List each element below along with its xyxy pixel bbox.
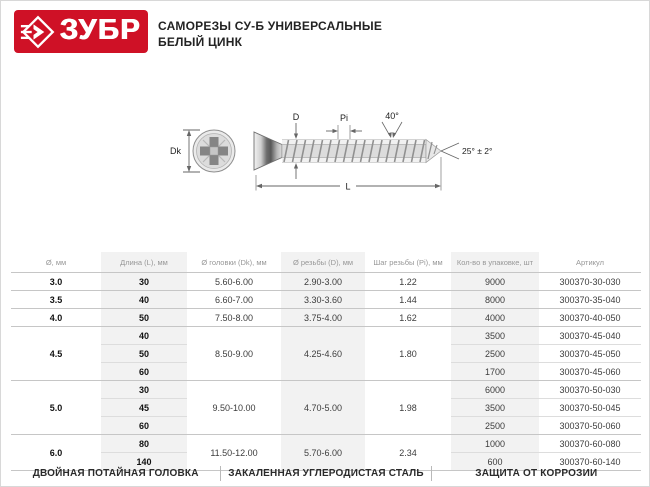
tip-angle-label: 25° ± 2° [462,146,493,156]
cell-thread-diameter: 4.25-4.60 [281,327,365,381]
cell-head-diameter: 9.50-10.00 [187,381,281,435]
pi-label: Pi [339,113,349,123]
cell-thread-diameter: 3.75-4.00 [281,309,365,327]
pi-dimension [326,125,362,139]
tip-angle-annotation [441,143,459,159]
cell-head-diameter: 5.60-6.00 [187,273,281,291]
cell-length: 60 [101,363,187,381]
title-line-1: САМОРЕЗЫ СУ-Б УНИВЕРСАЛЬНЫЕ [158,19,383,33]
cell-length: 30 [101,381,187,399]
cell-length: 45 [101,399,187,417]
cell-thread-diameter: 2.90-3.00 [281,273,365,291]
cell-pitch: 1.98 [365,381,451,435]
dk-label: Dk [170,146,181,156]
cell-sku: 300370-45-040 [539,327,641,345]
cell-qty: 1000 [451,435,539,453]
cell-length: 80 [101,435,187,453]
cell-thread-diameter: 5.70-6.00 [281,435,365,471]
screw-head-top-view [193,130,235,172]
title-line-2: БЕЛЫЙ ЦИНК [158,35,243,49]
cell-qty: 600 [451,453,539,471]
feature-label: ДВОЙНАЯ ПОТАЙНАЯ ГОЛОВКА [32,468,199,479]
column-header: Ø, мм [11,252,101,273]
cell-diameter: 6.0 [11,435,101,471]
column-header: Артикул [539,252,641,273]
cell-sku: 300370-30-030 [539,273,641,291]
cell-pitch: 1.80 [365,327,451,381]
cell-diameter: 5.0 [11,381,101,435]
table-row [11,435,641,453]
cell-head-diameter: 8.50-9.00 [187,327,281,381]
thread-angle-annotation [382,122,402,138]
screw-side-view [254,132,441,170]
cell-qty: 3500 [451,327,539,345]
logo-wordmark: ЗУБР [60,14,142,46]
cell-sku: 300370-50-045 [539,399,641,417]
zubr-arrow-icon [20,14,56,50]
cell-length: 40 [101,291,187,309]
cell-head-diameter: 11.50-12.00 [187,435,281,471]
table-header-row [11,252,641,273]
cell-length: 40 [101,327,187,345]
cell-head-diameter: 6.60-7.00 [187,291,281,309]
feature-label: ЗАКАЛЕННАЯ УГЛЕРОДИСТАЯ СТАЛЬ [228,468,424,479]
cell-head-diameter: 7.50-8.00 [187,309,281,327]
d-label: D [292,112,300,122]
cell-diameter: 3.0 [11,273,101,291]
cell-length: 60 [101,417,187,435]
cell-thread-diameter: 3.30-3.60 [281,291,365,309]
thread-angle-label: 40° [385,111,399,121]
cell-sku: 300370-60-140 [539,453,641,471]
table-row [11,309,641,327]
spec-table [11,252,641,471]
cell-sku: 300370-50-060 [539,417,641,435]
cell-sku: 300370-45-050 [539,345,641,363]
cell-qty: 2500 [451,417,539,435]
column-header: Длина (L), мм [101,252,187,273]
cell-pitch: 1.62 [365,309,451,327]
cell-sku: 300370-50-030 [539,381,641,399]
cell-sku: 300370-35-040 [539,291,641,309]
table-row [11,381,641,399]
table-row [11,327,641,345]
column-header: Шаг резьбы (Pi), мм [365,252,451,273]
length-label: L [345,181,351,192]
cell-length: 140 [101,453,187,471]
cell-pitch: 1.22 [365,273,451,291]
cell-qty: 9000 [451,273,539,291]
column-header: Ø резьбы (D), мм [281,252,365,273]
feature-strip [11,460,641,487]
column-header: Кол-во в упаковке, шт [451,252,539,273]
cell-qty: 4000 [451,309,539,327]
column-header: Ø головки (Dk), мм [187,252,281,273]
spec-table-container [11,252,641,471]
cell-diameter: 3.5 [11,291,101,309]
cell-qty: 2500 [451,345,539,363]
cell-sku: 300370-60-080 [539,435,641,453]
cell-qty: 8000 [451,291,539,309]
table-row [11,273,641,291]
table-row [11,291,641,309]
cell-length: 50 [101,309,187,327]
cell-pitch: 2.34 [365,435,451,471]
page-title [158,18,382,50]
cell-pitch: 1.44 [365,291,451,309]
cell-qty: 6000 [451,381,539,399]
cell-diameter: 4.0 [11,309,101,327]
zubr-logo [14,10,148,53]
cell-length: 30 [101,273,187,291]
cell-sku: 300370-40-050 [539,309,641,327]
cell-thread-diameter: 4.70-5.00 [281,381,365,435]
cell-qty: 1700 [451,363,539,381]
screw-technical-diagram [141,91,501,221]
cell-length: 50 [101,345,187,363]
feature-label: ЗАЩИТА ОТ КОРРОЗИИ [475,468,598,479]
cell-sku: 300370-45-060 [539,363,641,381]
cell-qty: 3500 [451,399,539,417]
cell-diameter: 4.5 [11,327,101,381]
